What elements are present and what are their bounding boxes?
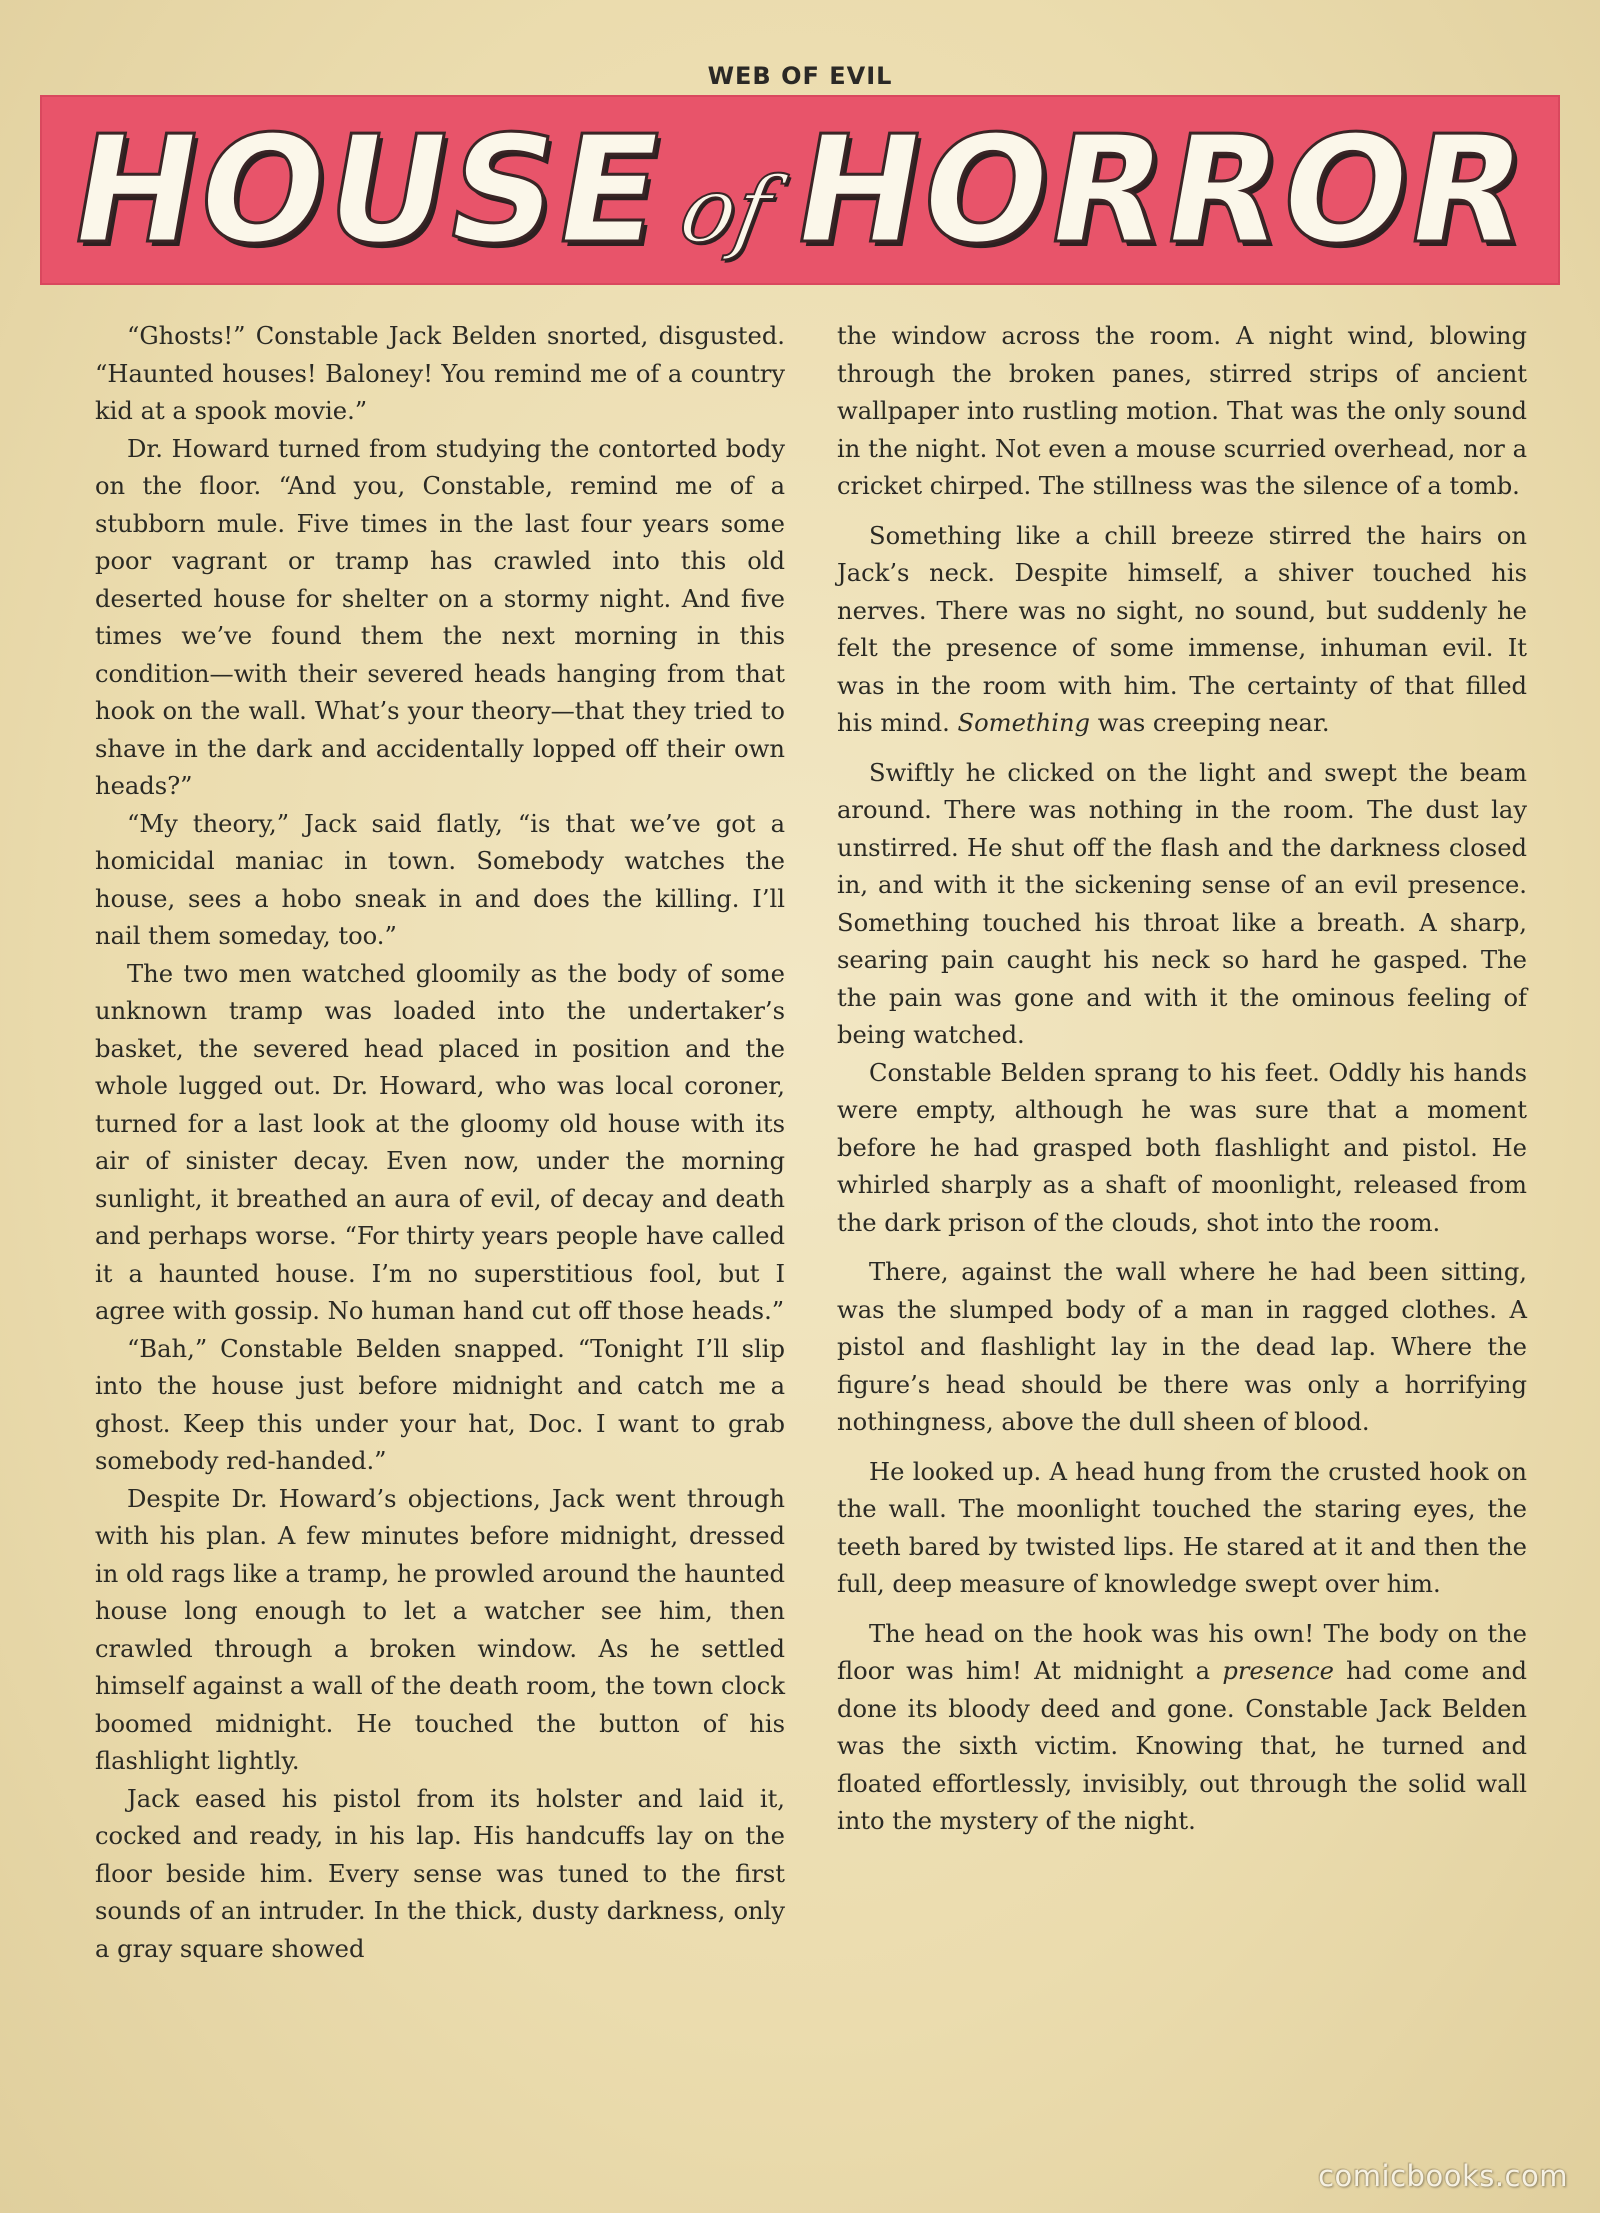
paragraph: There, against the wall where he had been sitting, was the slumped body of a man in ragged clothes. A pistol and flashlight lay in the dead lap. Where the figure’s head should be there was only a horrifying nothingness, above the dull sheen of blood. (837, 1258, 1527, 1436)
paragraph: Dr. Howard turned from studying the contorted body on the floor. “And you, Constable, remind me of a stubborn mule. Five times in the last four years some poor vagrant or tramp has crawled into this old deserted house for shelter on a stormy night. And five times we’ve found them the next morning in this condition—with their severed heads hanging from that hook on the wall. What’s your theory—that they tried to shave in the dark and accidentally lopped off their own heads?” (95, 434, 785, 800)
emphasis-text: Something (957, 709, 1091, 737)
title-lettering (58, 104, 1542, 276)
emphasis-text: presence (1222, 1657, 1334, 1685)
paragraph-text: had come and done its bloody deed and gone. Constable Jack Belden was the sixth victim. Knowing that, he turned and floated effortlessly, invisibly, out through the solid wall into the mystery of the night. (837, 1657, 1528, 1835)
title-word-horror: HORROR (781, 104, 1542, 276)
paragraph-text: was creeping near. (1090, 709, 1330, 737)
paragraph: “Bah,” Constable Belden snapped. “Tonight I’ll slip into the house just before midnight and catch me a ghost. Keep this under your hat, Doc. I want to grab somebody red-handed.” (95, 1334, 785, 1475)
paragraph-text: Something like a chill breeze stirred the hairs on Jack’s neck. Despite himself, a shiver touched his nerves. There was no sight, no sound, but suddenly he felt the presence of some immense, inhuman evil. It was in the room with him. The certainty of that filled his mind. (837, 521, 1527, 737)
paragraph (837, 518, 1527, 743)
source-watermark: comicbooks.com (1318, 2159, 1568, 2193)
paragraph: “Ghosts!” Constable Jack Belden snorted, disgusted. “Haunted houses! Baloney! You remind me of a country kid at a spook movie.” (95, 322, 785, 425)
paragraph: Jack eased his pistol from its holster and laid it, cocked and ready, in his lap. His handcuffs lay on the floor beside him. Every sense was tuned to the first sounds of an intruder. In the thick, dusty darkness, only a gray square showed (95, 1784, 785, 1963)
paragraph-text: The head on the hook was his own! The body on the floor was him! At midnight a (837, 1619, 1527, 1685)
right-text-column (837, 318, 1527, 1841)
title-word-house: HOUSE (58, 104, 677, 276)
paragraph: Constable Belden sprang to his feet. Oddly his hands were empty, although he was sure that a moment before he had grasped both flashlight and pistol. He whirled sharply as a shaft of moonlight, released from the dark prison of the clouds, shot into the room. (837, 1058, 1527, 1237)
paragraph: Swiftly he clicked on the light and swept the beam around. There was nothing in the room. The dust lay unstirred. He shut off the flash and the darkness closed in, and with it the sickening sense of an evil presence. Something touched his throat like a breath. A sharp, searing pain caught his neck so hard he gasped. The the pain was gone and with it the ominous feeling of being watched. (837, 758, 1527, 1049)
paragraph: The two men watched gloomily as the body of some unknown tramp was loaded into the undertaker’s basket, the severed head placed in position and the whole lugged out. Dr. Howard, who was local coroner, turned for a last look at the gloomy old house with its air of sinister decay. Even now, under the morning sunlight, it breathed an aura of evil, of decay and death and perhaps worse. “For thirty years people have called it a haunted house. I’m no superstitious fool, but I agree with gossip. No human hand cut off those heads.” (95, 959, 785, 1325)
paragraph (837, 1616, 1527, 1841)
running-header: WEB OF EVIL (707, 62, 893, 90)
paragraph-continuation: the window across the room. A night wind, blowing through the broken panes, stirred strips of ancient wallpaper into rustling motion. That was the only sound in the night. Not even a mouse scurried overhead, nor a cricket chirped. The stillness was the silence of a tomb. (837, 322, 1527, 500)
title-connector: of (672, 158, 779, 263)
paragraph: “My theory,” Jack said flatly, “is that we’ve got a homicidal maniac in town. Somebody watches the house, sees a hobo sneak in and does the killing. I’ll nail them someday, too.” (95, 809, 785, 950)
paragraph: He looked up. A head hung from the crusted hook on the wall. The moonlight touched the staring eyes, the teeth bared by twisted lips. He stared at it and then the full, deep measure of knowledge swept over him. (837, 1457, 1527, 1598)
left-text-column (95, 318, 785, 1968)
paragraph: Despite Dr. Howard’s objections, Jack went through with his plan. A few minutes before midnight, dressed in old rags like a tramp, he prowled around the haunted house long enough to let a watcher see him, then crawled through a broken window. As he settled himself against a wall of the death room, the town clock boomed midnight. He touched the button of his flashlight lightly. (95, 1484, 785, 1775)
title-banner (40, 95, 1560, 285)
